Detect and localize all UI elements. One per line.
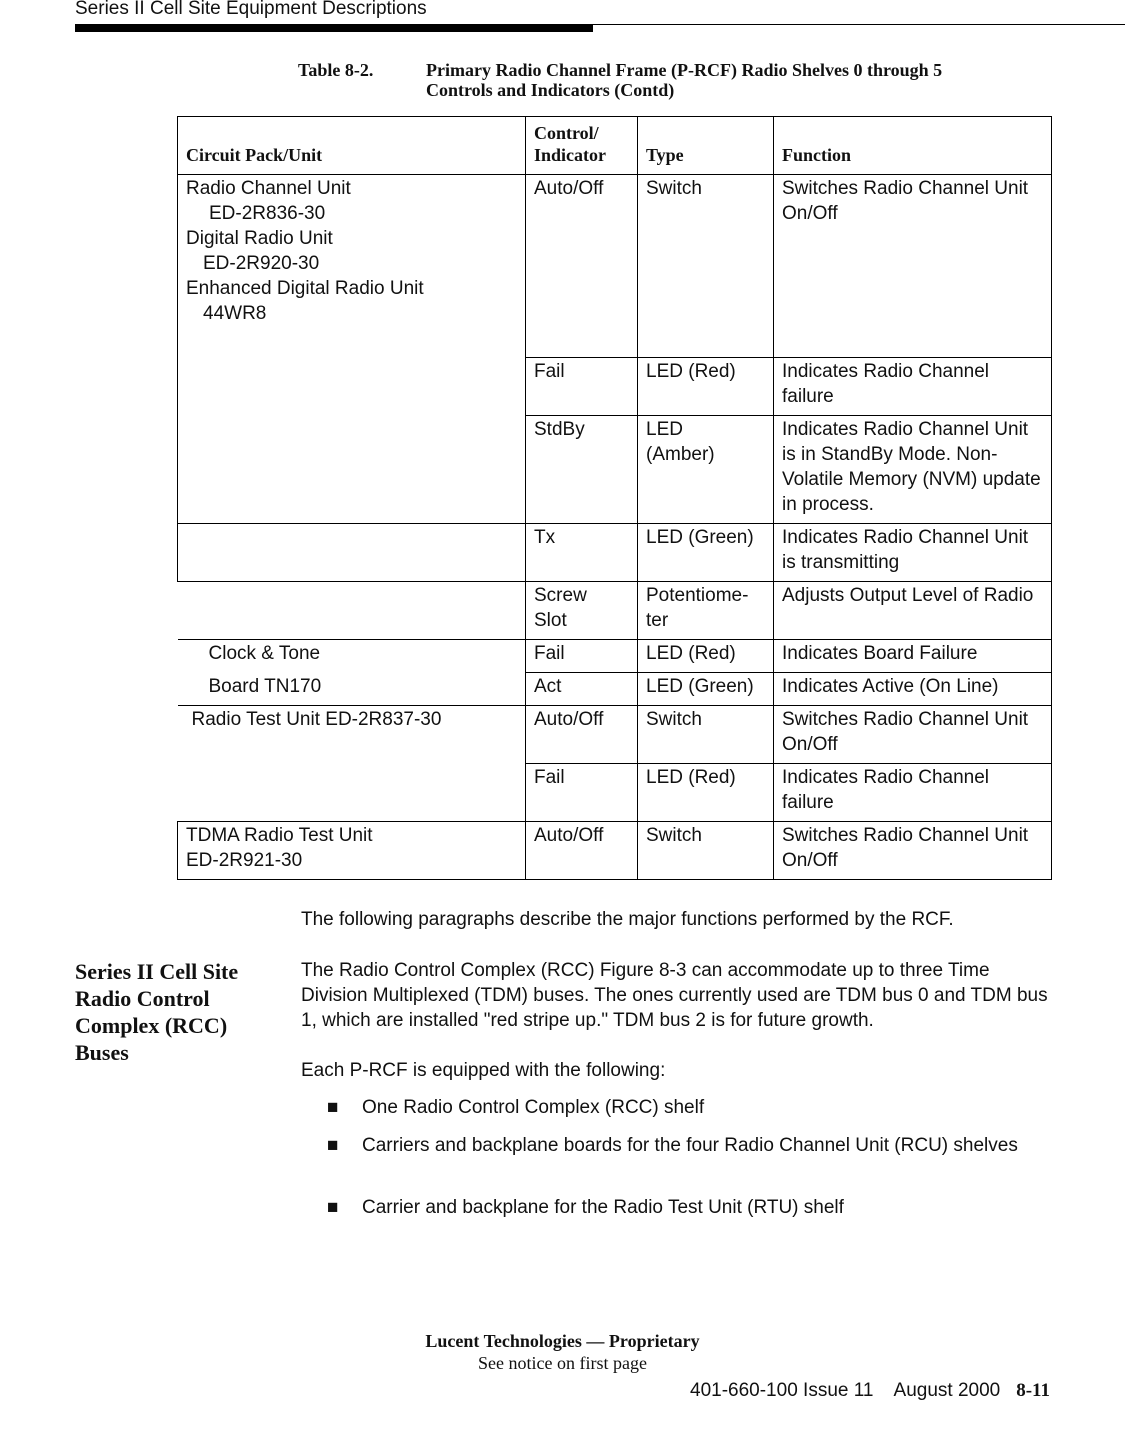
column-header-control: Control/ Indicator — [526, 117, 638, 175]
running-header: Series II Cell Site Equipment Descriptions — [75, 0, 427, 19]
type-cell: LED (Amber) — [638, 416, 774, 524]
type-cell: LED (Red) — [638, 358, 774, 416]
type-cell: Switch — [638, 822, 774, 880]
table-row — [178, 582, 1052, 640]
control-cell: Screw Slot — [526, 582, 638, 640]
type-cell: Switch — [638, 175, 774, 358]
table-row — [178, 673, 1052, 706]
function-cell: Indicates Radio Channel failure — [774, 358, 1052, 416]
function-cell: Adjusts Output Level of Radio — [774, 582, 1052, 640]
function-cell: Switches Radio Channel Unit On/Off — [774, 822, 1052, 880]
column-header-function: Function — [774, 117, 1052, 175]
footer-company: Lucent Technologies — Proprietary — [425, 1331, 700, 1351]
unit-cell-clock-tone: Clock & Tone — [178, 640, 526, 673]
unit-cell-rcu: Radio Channel Unit ED-2R836-30 Digital Radio Unit ED-2R920-30 Enhanced Digital Radio Unit 44WR8 — [178, 175, 526, 524]
controls-table — [177, 116, 1052, 880]
control-cell: Fail — [526, 764, 638, 822]
unit-cell-empty — [178, 582, 526, 640]
type-cell: LED (Red) — [638, 764, 774, 822]
bullet-square-icon: ■ — [327, 1097, 339, 1118]
control-cell: Act — [526, 673, 638, 706]
function-cell: Indicates Radio Channel Unit is transmitting — [774, 524, 1052, 582]
function-cell: Indicates Active (On Line) — [774, 673, 1052, 706]
control-cell: Auto/Off — [526, 822, 638, 880]
type-cell: LED (Red) — [638, 640, 774, 673]
type-cell: LED (Green) — [638, 524, 774, 582]
function-cell: Switches Radio Channel Unit On/Off — [774, 706, 1052, 764]
bullet-square-icon: ■ — [327, 1197, 339, 1218]
function-cell: Indicates Radio Channel failure — [774, 764, 1052, 822]
type-cell: Potentiome-ter — [638, 582, 774, 640]
unit-cell-tdma-rtu: TDMA Radio Test Unit ED-2R921-30 — [178, 822, 526, 880]
unit-cell-board-tn170: Board TN170 — [178, 673, 526, 706]
control-cell: Fail — [526, 358, 638, 416]
page-number: 8-11 — [1016, 1380, 1050, 1401]
column-header-type: Type — [638, 117, 774, 175]
function-cell: Indicates Board Failure — [774, 640, 1052, 673]
list-item: ■ Carrier and backplane for the Radio Test Unit (RTU) shelf — [327, 1197, 844, 1218]
table-row — [178, 706, 1052, 764]
list-item: ■ Carriers and backplane boards for the four Radio Channel Unit (RCU) shelves — [327, 1135, 1018, 1156]
table-row — [178, 822, 1052, 880]
section-heading: Series II Cell Site Radio Control Complex (RCC) Buses — [75, 959, 239, 1065]
table-header-row — [178, 117, 1052, 175]
unit-cell-empty — [178, 524, 526, 582]
footer-page-line — [690, 1380, 1050, 1402]
table-row — [178, 524, 1052, 582]
table-row — [178, 640, 1052, 673]
control-cell: StdBy — [526, 416, 638, 524]
list-item: ■ One Radio Control Complex (RCC) shelf — [327, 1097, 705, 1118]
control-cell: Auto/Off — [526, 175, 638, 358]
type-cell: Switch — [638, 706, 774, 764]
intro-paragraph: The following paragraphs describe the major functions performed by the RCF. — [301, 909, 954, 930]
column-header-unit: Circuit Pack/Unit — [178, 117, 526, 175]
function-cell: Indicates Radio Channel Unit is in StandBy Mode. Non-Volatile Memory (NVM) update in process. — [774, 416, 1052, 524]
bullet-square-icon: ■ — [327, 1135, 339, 1156]
type-cell: LED (Green) — [638, 673, 774, 706]
table-row — [178, 175, 1052, 358]
control-cell: Fail — [526, 640, 638, 673]
function-cell: Switches Radio Channel Unit On/Off — [774, 175, 1052, 358]
equipment-intro: Each P-RCF is equipped with the following: — [301, 1060, 666, 1081]
table-caption — [298, 60, 1058, 100]
rcc-paragraph: The Radio Control Complex (RCC) Figure 8-3 can accommodate up to three Time Division Multiplexed (TDM) buses. The ones currently used are TDM bus 0 and TDM bus 1, which are installed "red stripe up." TDM bus 2 is for future growth. — [301, 960, 1048, 1031]
unit-cell-rtu: Radio Test Unit ED-2R837-30 — [178, 706, 526, 822]
table-caption-number: Table 8-2. — [298, 60, 374, 80]
header-rule-thick — [75, 25, 593, 32]
control-cell: Tx — [526, 524, 638, 582]
table-caption-title: Primary Radio Channel Frame (P-RCF) Radio Shelves 0 through 5 Controls and Indicators (Contd) — [426, 60, 943, 100]
control-cell: Auto/Off — [526, 706, 638, 764]
footer-doc-info: 401-660-100 Issue 11 August 2000 — [690, 1380, 1001, 1401]
footer-notice: See notice on first page — [478, 1353, 647, 1373]
